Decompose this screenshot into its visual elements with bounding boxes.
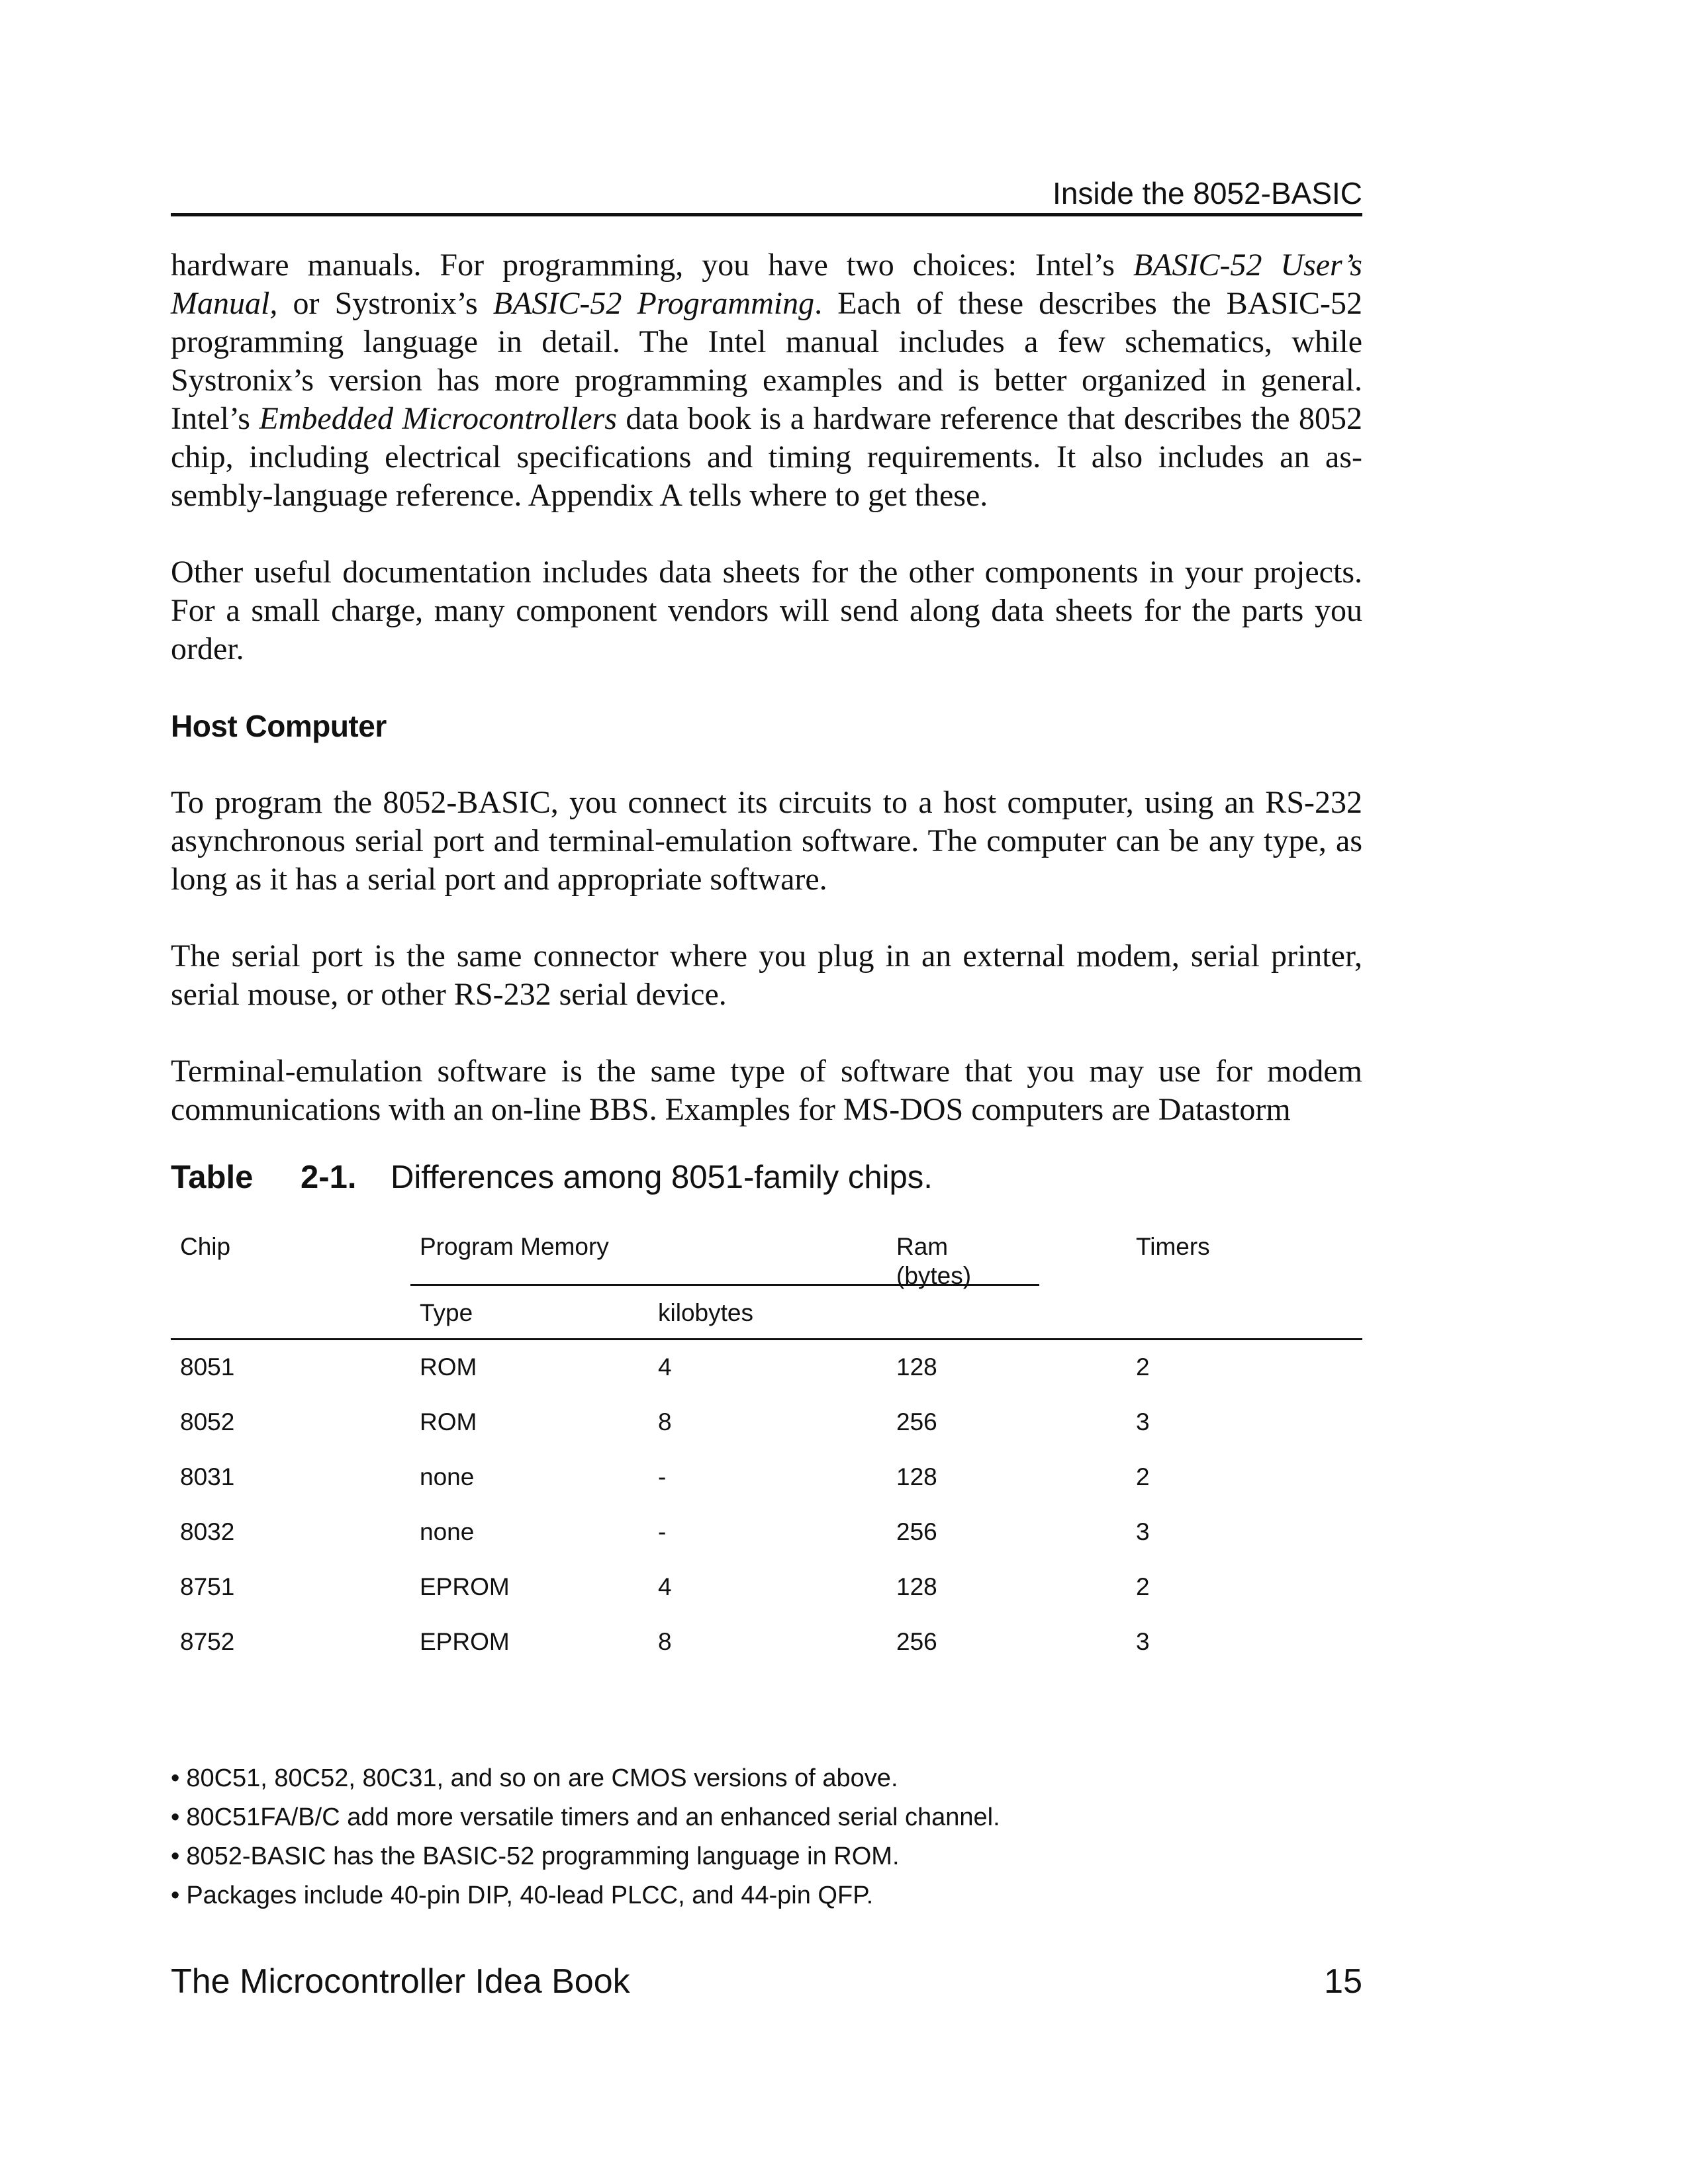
cell-type: none <box>420 1518 475 1545</box>
cell-timers: 3 <box>1136 1518 1150 1545</box>
cell-ram: 256 <box>896 1408 937 1435</box>
header-program-memory: Program Memory <box>420 1233 609 1260</box>
paragraph-serial-port: The serial port is the same connector where you plug in an external modem, serial printer, serial mouse, or other RS-232 serial device. <box>171 938 1362 1012</box>
running-head: Inside the 8052-BASIC <box>1053 176 1362 210</box>
table-caption <box>171 1157 1362 1198</box>
cell-chip: 8031 <box>180 1463 235 1490</box>
cell-timers: 2 <box>1136 1573 1150 1600</box>
table-caption-number: 2-1. <box>301 1160 357 1195</box>
cell-timers: 3 <box>1136 1628 1150 1655</box>
header-rule <box>171 213 1362 216</box>
cell-chip: 8751 <box>180 1573 235 1600</box>
cell-kilobytes: 4 <box>658 1353 672 1381</box>
cell-ram: 128 <box>896 1573 937 1600</box>
table-notes <box>171 1759 1362 1915</box>
cell-kilobytes: 8 <box>658 1628 672 1655</box>
note-item: • 8052-BASIC has the BASIC-52 programming language in ROM. <box>171 1837 1362 1876</box>
table-header-rule <box>171 1338 1362 1340</box>
cell-type: none <box>420 1463 475 1490</box>
table-row <box>171 1408 1362 1437</box>
table-caption-text: Differences among 8051-family chips. <box>391 1160 933 1195</box>
footer-book-title: The Microcontroller Idea Book <box>171 1962 630 2001</box>
table-row <box>171 1572 1362 1602</box>
program-memory-rule <box>410 1284 1039 1286</box>
cell-ram: 128 <box>896 1353 937 1381</box>
table-row <box>171 1463 1362 1492</box>
cell-ram: 128 <box>896 1463 937 1490</box>
cell-type: EPROM <box>420 1628 510 1655</box>
note-item: • 80C51, 80C52, 80C31, and so on are CMOS versions of above. <box>171 1759 1362 1798</box>
text-run: . Each of these describes the BASIC-52 programming language in detail. The Intel manual includes a few schematics, while Systronix’s version has more programming examples and is better organized in general. Intel’s <box>171 286 1363 436</box>
paragraph-manuals <box>171 246 1362 515</box>
cell-type: EPROM <box>420 1573 510 1600</box>
note-item: • Packages include 40-pin DIP, 40-lead PLCC, and 44-pin QFP. <box>171 1876 1362 1915</box>
table-row <box>171 1627 1362 1657</box>
header-kilobytes: kilobytes <box>658 1299 753 1326</box>
header-chip: Chip <box>180 1233 231 1260</box>
header-type: Type <box>420 1299 473 1326</box>
text-run: data book is a hardware reference that describes the 8052 chip, including electrical specifications and timing requirements. It also includes an as-sembly-language reference. Appendix A tells where to get these. <box>171 401 1362 513</box>
cell-timers: 2 <box>1136 1353 1150 1381</box>
cell-kilobytes: 8 <box>658 1408 672 1435</box>
paragraph-terminal-emulation: Terminal-emulation software is the same type of software that you may use for modem communications with an on-line BBS. Examples for MS-DOS computers are Datastorm <box>171 1054 1362 1127</box>
text-run: or Systronix’s <box>277 286 493 321</box>
paragraph-documentation: Other useful documentation includes data sheets for the other components in your projects. For a small charge, many component vendors will send along data sheets for the parts you order. <box>171 555 1362 666</box>
italic-title: BASIC-52 Programming <box>492 286 815 321</box>
cell-chip: 8052 <box>180 1408 235 1435</box>
italic-title: Embedded Microcontrollers <box>259 401 617 436</box>
table-caption-label: Table <box>171 1160 254 1195</box>
cell-chip: 8051 <box>180 1353 235 1381</box>
cell-chip: 8032 <box>180 1518 235 1545</box>
cell-kilobytes: - <box>658 1463 667 1490</box>
text-run: hardware manuals. For programming, you have two choices: Intel’s <box>171 248 1133 283</box>
header-ram-unit: (bytes) <box>896 1262 972 1289</box>
cell-ram: 256 <box>896 1628 937 1655</box>
cell-timers: 2 <box>1136 1463 1150 1490</box>
cell-ram: 256 <box>896 1518 937 1545</box>
cell-kilobytes: 4 <box>658 1573 672 1600</box>
italic-title: BASIC-52 User’s Manual, <box>171 248 1362 321</box>
paragraph-host-computer: To program the 8052-BASIC, you connect its circuits to a host computer, using an RS-232 asynchronous serial port and terminal-emulation software. The computer can be any type, as long as it has a serial port and appropriate software. <box>171 785 1362 897</box>
cell-type: ROM <box>420 1408 477 1435</box>
table-row <box>171 1518 1362 1547</box>
cell-kilobytes: - <box>658 1518 667 1545</box>
cell-chip: 8752 <box>180 1628 235 1655</box>
header-ram: Ram <box>896 1233 949 1260</box>
cell-timers: 3 <box>1136 1408 1150 1435</box>
body-text <box>171 246 1362 1129</box>
note-item: • 80C51FA/B/C add more versatile timers and an enhanced serial channel. <box>171 1798 1362 1837</box>
page-number: 15 <box>1324 1962 1362 2001</box>
cell-type: ROM <box>420 1353 477 1381</box>
header-timers: Timers <box>1136 1233 1210 1260</box>
table-row <box>171 1353 1362 1382</box>
section-heading: Host Computer <box>171 709 387 743</box>
